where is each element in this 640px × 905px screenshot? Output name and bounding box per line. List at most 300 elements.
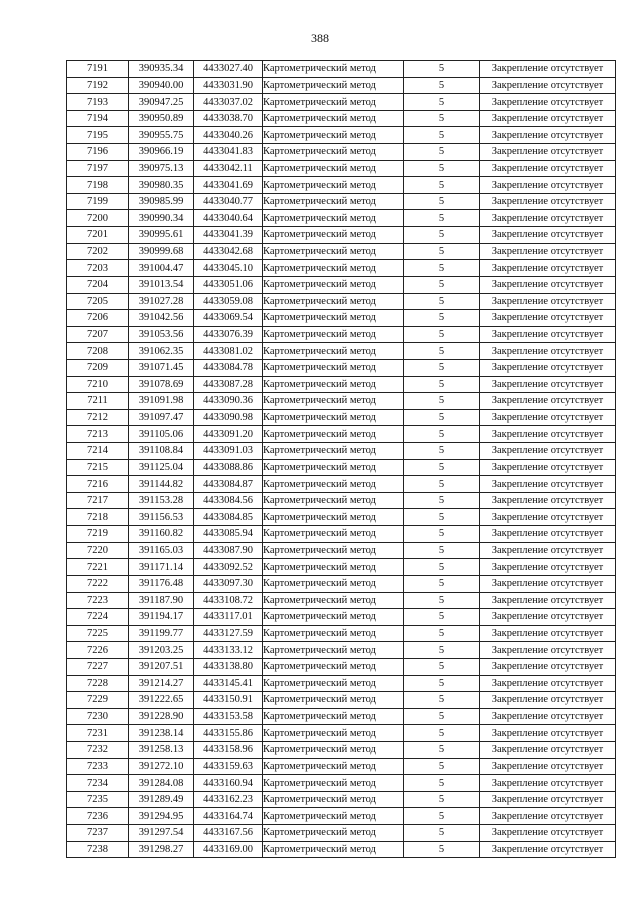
- x-coordinate-cell: 390999.68: [129, 243, 194, 260]
- method-cell: Картометрический метод: [263, 758, 404, 775]
- table-row: [67, 426, 616, 443]
- y-coordinate-cell: 4433081.02: [194, 343, 263, 360]
- fixation-cell: Закрепление отсутствует: [480, 526, 616, 543]
- x-coordinate-cell: 391272.10: [129, 758, 194, 775]
- x-coordinate-cell: 391187.90: [129, 592, 194, 609]
- point-number-cell: 7215: [67, 459, 129, 476]
- y-coordinate-cell: 4433169.00: [194, 841, 263, 858]
- fixation-cell: Закрепление отсутствует: [480, 542, 616, 559]
- point-number-cell: 7238: [67, 841, 129, 858]
- table-row: [67, 775, 616, 792]
- point-number-cell: 7235: [67, 791, 129, 808]
- point-number-cell: 7196: [67, 144, 129, 161]
- method-cell: Картометрический метод: [263, 841, 404, 858]
- table-row: [67, 326, 616, 343]
- x-coordinate-cell: 391097.47: [129, 409, 194, 426]
- fixation-cell: Закрепление отсутствует: [480, 443, 616, 460]
- method-cell: Картометрический метод: [263, 326, 404, 343]
- method-cell: Картометрический метод: [263, 559, 404, 576]
- x-coordinate-cell: 391062.35: [129, 343, 194, 360]
- x-coordinate-cell: 391228.90: [129, 708, 194, 725]
- method-cell: Картометрический метод: [263, 476, 404, 493]
- fixation-cell: Закрепление отсутствует: [480, 260, 616, 277]
- fixation-cell: Закрепление отсутствует: [480, 775, 616, 792]
- accuracy-cell: 5: [404, 144, 480, 161]
- fixation-cell: Закрепление отсутствует: [480, 509, 616, 526]
- accuracy-cell: 5: [404, 775, 480, 792]
- point-number-cell: 7209: [67, 359, 129, 376]
- x-coordinate-cell: 391294.95: [129, 808, 194, 825]
- point-number-cell: 7200: [67, 210, 129, 227]
- y-coordinate-cell: 4433158.96: [194, 741, 263, 758]
- accuracy-cell: 5: [404, 61, 480, 78]
- table-row: [67, 575, 616, 592]
- y-coordinate-cell: 4433042.11: [194, 160, 263, 177]
- y-coordinate-cell: 4433087.28: [194, 376, 263, 393]
- table-row: [67, 542, 616, 559]
- accuracy-cell: 5: [404, 825, 480, 842]
- table-row: [67, 409, 616, 426]
- point-number-cell: 7213: [67, 426, 129, 443]
- point-number-cell: 7192: [67, 77, 129, 94]
- fixation-cell: Закрепление отсутствует: [480, 609, 616, 626]
- x-coordinate-cell: 391013.54: [129, 276, 194, 293]
- table-row: [67, 459, 616, 476]
- y-coordinate-cell: 4433084.85: [194, 509, 263, 526]
- fixation-cell: Закрепление отсутствует: [480, 692, 616, 709]
- method-cell: Картометрический метод: [263, 492, 404, 509]
- x-coordinate-cell: 391258.13: [129, 741, 194, 758]
- method-cell: Картометрический метод: [263, 94, 404, 111]
- table-row: [67, 227, 616, 244]
- point-number-cell: 7223: [67, 592, 129, 609]
- x-coordinate-cell: 391203.25: [129, 642, 194, 659]
- fixation-cell: Закрепление отсутствует: [480, 343, 616, 360]
- x-coordinate-cell: 390995.61: [129, 227, 194, 244]
- y-coordinate-cell: 4433040.26: [194, 127, 263, 144]
- point-number-cell: 7191: [67, 61, 129, 78]
- method-cell: Картометрический метод: [263, 293, 404, 310]
- y-coordinate-cell: 4433088.86: [194, 459, 263, 476]
- point-number-cell: 7220: [67, 542, 129, 559]
- method-cell: Картометрический метод: [263, 609, 404, 626]
- table-row: [67, 94, 616, 111]
- y-coordinate-cell: 4433041.39: [194, 227, 263, 244]
- table-row: [67, 625, 616, 642]
- x-coordinate-cell: 391165.03: [129, 542, 194, 559]
- table-row: [67, 359, 616, 376]
- y-coordinate-cell: 4433051.06: [194, 276, 263, 293]
- table-row: [67, 559, 616, 576]
- y-coordinate-cell: 4433092.52: [194, 559, 263, 576]
- accuracy-cell: 5: [404, 526, 480, 543]
- y-coordinate-cell: 4433041.83: [194, 144, 263, 161]
- accuracy-cell: 5: [404, 276, 480, 293]
- method-cell: Картометрический метод: [263, 177, 404, 194]
- table-row: [67, 210, 616, 227]
- accuracy-cell: 5: [404, 426, 480, 443]
- x-coordinate-cell: 390966.19: [129, 144, 194, 161]
- accuracy-cell: 5: [404, 509, 480, 526]
- x-coordinate-cell: 390985.99: [129, 193, 194, 210]
- fixation-cell: Закрепление отсутствует: [480, 825, 616, 842]
- fixation-cell: Закрепление отсутствует: [480, 193, 616, 210]
- y-coordinate-cell: 4433155.86: [194, 725, 263, 742]
- point-number-cell: 7211: [67, 393, 129, 410]
- accuracy-cell: 5: [404, 476, 480, 493]
- method-cell: Картометрический метод: [263, 692, 404, 709]
- y-coordinate-cell: 4433091.20: [194, 426, 263, 443]
- table-row: [67, 708, 616, 725]
- fixation-cell: Закрепление отсутствует: [480, 725, 616, 742]
- accuracy-cell: 5: [404, 243, 480, 260]
- y-coordinate-cell: 4433150.91: [194, 692, 263, 709]
- fixation-cell: Закрепление отсутствует: [480, 492, 616, 509]
- accuracy-cell: 5: [404, 177, 480, 194]
- point-number-cell: 7206: [67, 310, 129, 327]
- fixation-cell: Закрепление отсутствует: [480, 559, 616, 576]
- accuracy-cell: 5: [404, 708, 480, 725]
- method-cell: Картометрический метод: [263, 575, 404, 592]
- accuracy-cell: 5: [404, 127, 480, 144]
- table-row: [67, 393, 616, 410]
- point-number-cell: 7193: [67, 94, 129, 111]
- x-coordinate-cell: 391125.04: [129, 459, 194, 476]
- x-coordinate-cell: 391289.49: [129, 791, 194, 808]
- x-coordinate-cell: 391297.54: [129, 825, 194, 842]
- method-cell: Картометрический метод: [263, 227, 404, 244]
- fixation-cell: Закрепление отсутствует: [480, 476, 616, 493]
- method-cell: Картометрический метод: [263, 526, 404, 543]
- method-cell: Картометрический метод: [263, 642, 404, 659]
- y-coordinate-cell: 4433042.68: [194, 243, 263, 260]
- x-coordinate-cell: 391171.14: [129, 559, 194, 576]
- table-row: [67, 725, 616, 742]
- table-row: [67, 592, 616, 609]
- y-coordinate-cell: 4433038.70: [194, 110, 263, 127]
- y-coordinate-cell: 4433090.98: [194, 409, 263, 426]
- y-coordinate-cell: 4433145.41: [194, 675, 263, 692]
- method-cell: Картометрический метод: [263, 110, 404, 127]
- y-coordinate-cell: 4433084.78: [194, 359, 263, 376]
- method-cell: Картометрический метод: [263, 343, 404, 360]
- table-row: [67, 310, 616, 327]
- point-number-cell: 7226: [67, 642, 129, 659]
- accuracy-cell: 5: [404, 409, 480, 426]
- x-coordinate-cell: 390940.00: [129, 77, 194, 94]
- method-cell: Картометрический метод: [263, 825, 404, 842]
- accuracy-cell: 5: [404, 393, 480, 410]
- fixation-cell: Закрепление отсутствует: [480, 127, 616, 144]
- point-number-cell: 7236: [67, 808, 129, 825]
- fixation-cell: Закрепление отсутствует: [480, 177, 616, 194]
- fixation-cell: Закрепление отсутствует: [480, 426, 616, 443]
- table-row: [67, 193, 616, 210]
- table-row: [67, 658, 616, 675]
- table-row: [67, 127, 616, 144]
- y-coordinate-cell: 4433037.02: [194, 94, 263, 111]
- fixation-cell: Закрепление отсутствует: [480, 625, 616, 642]
- accuracy-cell: 5: [404, 459, 480, 476]
- method-cell: Картометрический метод: [263, 359, 404, 376]
- method-cell: Картометрический метод: [263, 127, 404, 144]
- accuracy-cell: 5: [404, 841, 480, 858]
- table-row: [67, 293, 616, 310]
- method-cell: Картометрический метод: [263, 708, 404, 725]
- point-number-cell: 7232: [67, 741, 129, 758]
- x-coordinate-cell: 391238.14: [129, 725, 194, 742]
- table-row: [67, 110, 616, 127]
- accuracy-cell: 5: [404, 94, 480, 111]
- y-coordinate-cell: 4433084.87: [194, 476, 263, 493]
- accuracy-cell: 5: [404, 443, 480, 460]
- y-coordinate-cell: 4433133.12: [194, 642, 263, 659]
- x-coordinate-cell: 390980.35: [129, 177, 194, 194]
- point-number-cell: 7194: [67, 110, 129, 127]
- method-cell: Картометрический метод: [263, 160, 404, 177]
- x-coordinate-cell: 391027.28: [129, 293, 194, 310]
- y-coordinate-cell: 4433159.63: [194, 758, 263, 775]
- table-row: [67, 160, 616, 177]
- fixation-cell: Закрепление отсутствует: [480, 575, 616, 592]
- point-number-cell: 7237: [67, 825, 129, 842]
- fixation-cell: Закрепление отсутствует: [480, 293, 616, 310]
- fixation-cell: Закрепление отсутствует: [480, 243, 616, 260]
- fixation-cell: Закрепление отсутствует: [480, 758, 616, 775]
- point-number-cell: 7214: [67, 443, 129, 460]
- accuracy-cell: 5: [404, 542, 480, 559]
- table-row: [67, 260, 616, 277]
- x-coordinate-cell: 391156.53: [129, 509, 194, 526]
- y-coordinate-cell: 4433138.80: [194, 658, 263, 675]
- y-coordinate-cell: 4433069.54: [194, 310, 263, 327]
- point-number-cell: 7229: [67, 692, 129, 709]
- fixation-cell: Закрепление отсутствует: [480, 393, 616, 410]
- x-coordinate-cell: 390935.34: [129, 61, 194, 78]
- accuracy-cell: 5: [404, 160, 480, 177]
- table-row: [67, 476, 616, 493]
- method-cell: Картометрический метод: [263, 210, 404, 227]
- table-row: [67, 692, 616, 709]
- x-coordinate-cell: 390950.89: [129, 110, 194, 127]
- method-cell: Картометрический метод: [263, 775, 404, 792]
- method-cell: Картометрический метод: [263, 658, 404, 675]
- accuracy-cell: 5: [404, 376, 480, 393]
- table-row: [67, 343, 616, 360]
- fixation-cell: Закрепление отсутствует: [480, 160, 616, 177]
- table-row: [67, 243, 616, 260]
- table-row: [67, 791, 616, 808]
- method-cell: Картометрический метод: [263, 260, 404, 277]
- x-coordinate-cell: 391153.28: [129, 492, 194, 509]
- x-coordinate-cell: 391298.27: [129, 841, 194, 858]
- coordinates-table-body: [67, 61, 616, 858]
- table-row: [67, 61, 616, 78]
- accuracy-cell: 5: [404, 791, 480, 808]
- y-coordinate-cell: 4433127.59: [194, 625, 263, 642]
- point-number-cell: 7222: [67, 575, 129, 592]
- x-coordinate-cell: 391194.17: [129, 609, 194, 626]
- point-number-cell: 7210: [67, 376, 129, 393]
- method-cell: Картометрический метод: [263, 376, 404, 393]
- table-row: [67, 841, 616, 858]
- fixation-cell: Закрепление отсутствует: [480, 841, 616, 858]
- point-number-cell: 7228: [67, 675, 129, 692]
- x-coordinate-cell: 391042.56: [129, 310, 194, 327]
- y-coordinate-cell: 4433162.23: [194, 791, 263, 808]
- fixation-cell: Закрепление отсутствует: [480, 808, 616, 825]
- table-row: [67, 526, 616, 543]
- fixation-cell: Закрепление отсутствует: [480, 94, 616, 111]
- point-number-cell: 7195: [67, 127, 129, 144]
- point-number-cell: 7216: [67, 476, 129, 493]
- accuracy-cell: 5: [404, 293, 480, 310]
- x-coordinate-cell: 391199.77: [129, 625, 194, 642]
- method-cell: Картометрический метод: [263, 443, 404, 460]
- accuracy-cell: 5: [404, 675, 480, 692]
- point-number-cell: 7197: [67, 160, 129, 177]
- fixation-cell: Закрепление отсутствует: [480, 77, 616, 94]
- fixation-cell: Закрепление отсутствует: [480, 642, 616, 659]
- table-row: [67, 492, 616, 509]
- accuracy-cell: 5: [404, 326, 480, 343]
- table-row: [67, 675, 616, 692]
- y-coordinate-cell: 4433167.56: [194, 825, 263, 842]
- table-row: [67, 77, 616, 94]
- method-cell: Картометрический метод: [263, 310, 404, 327]
- x-coordinate-cell: 390955.75: [129, 127, 194, 144]
- table-row: [67, 642, 616, 659]
- table-row: [67, 276, 616, 293]
- point-number-cell: 7205: [67, 293, 129, 310]
- point-number-cell: 7201: [67, 227, 129, 244]
- y-coordinate-cell: 4433090.36: [194, 393, 263, 410]
- point-number-cell: 7202: [67, 243, 129, 260]
- coordinates-table: [66, 60, 616, 858]
- x-coordinate-cell: 391053.56: [129, 326, 194, 343]
- y-coordinate-cell: 4433059.08: [194, 293, 263, 310]
- fixation-cell: Закрепление отсутствует: [480, 110, 616, 127]
- point-number-cell: 7203: [67, 260, 129, 277]
- accuracy-cell: 5: [404, 492, 480, 509]
- table-row: [67, 443, 616, 460]
- y-coordinate-cell: 4433040.77: [194, 193, 263, 210]
- table-row: [67, 808, 616, 825]
- table-row: [67, 825, 616, 842]
- point-number-cell: 7234: [67, 775, 129, 792]
- x-coordinate-cell: 390975.13: [129, 160, 194, 177]
- fixation-cell: Закрепление отсутствует: [480, 791, 616, 808]
- method-cell: Картометрический метод: [263, 243, 404, 260]
- y-coordinate-cell: 4433097.30: [194, 575, 263, 592]
- method-cell: Картометрический метод: [263, 741, 404, 758]
- accuracy-cell: 5: [404, 343, 480, 360]
- fixation-cell: Закрепление отсутствует: [480, 675, 616, 692]
- method-cell: Картометрический метод: [263, 426, 404, 443]
- method-cell: Картометрический метод: [263, 393, 404, 410]
- method-cell: Картометрический метод: [263, 459, 404, 476]
- method-cell: Картометрический метод: [263, 61, 404, 78]
- accuracy-cell: 5: [404, 193, 480, 210]
- y-coordinate-cell: 4433164.74: [194, 808, 263, 825]
- accuracy-cell: 5: [404, 725, 480, 742]
- method-cell: Картометрический метод: [263, 675, 404, 692]
- y-coordinate-cell: 4433076.39: [194, 326, 263, 343]
- method-cell: Картометрический метод: [263, 542, 404, 559]
- y-coordinate-cell: 4433117.01: [194, 609, 263, 626]
- table-row: [67, 741, 616, 758]
- fixation-cell: Закрепление отсутствует: [480, 276, 616, 293]
- y-coordinate-cell: 4433153.58: [194, 708, 263, 725]
- table-row: [67, 177, 616, 194]
- point-number-cell: 7207: [67, 326, 129, 343]
- fixation-cell: Закрепление отсутствует: [480, 326, 616, 343]
- method-cell: Картометрический метод: [263, 725, 404, 742]
- point-number-cell: 7221: [67, 559, 129, 576]
- accuracy-cell: 5: [404, 658, 480, 675]
- point-number-cell: 7233: [67, 758, 129, 775]
- y-coordinate-cell: 4433040.64: [194, 210, 263, 227]
- x-coordinate-cell: 391108.84: [129, 443, 194, 460]
- fixation-cell: Закрепление отсутствует: [480, 741, 616, 758]
- method-cell: Картометрический метод: [263, 791, 404, 808]
- method-cell: Картометрический метод: [263, 276, 404, 293]
- accuracy-cell: 5: [404, 260, 480, 277]
- point-number-cell: 7208: [67, 343, 129, 360]
- x-coordinate-cell: 391105.06: [129, 426, 194, 443]
- x-coordinate-cell: 391071.45: [129, 359, 194, 376]
- accuracy-cell: 5: [404, 110, 480, 127]
- point-number-cell: 7227: [67, 658, 129, 675]
- method-cell: Картометрический метод: [263, 409, 404, 426]
- x-coordinate-cell: 391078.69: [129, 376, 194, 393]
- y-coordinate-cell: 4433108.72: [194, 592, 263, 609]
- fixation-cell: Закрепление отсутствует: [480, 459, 616, 476]
- accuracy-cell: 5: [404, 692, 480, 709]
- point-number-cell: 7218: [67, 509, 129, 526]
- fixation-cell: Закрепление отсутствует: [480, 359, 616, 376]
- y-coordinate-cell: 4433085.94: [194, 526, 263, 543]
- y-coordinate-cell: 4433027.40: [194, 61, 263, 78]
- accuracy-cell: 5: [404, 227, 480, 244]
- x-coordinate-cell: 391091.98: [129, 393, 194, 410]
- table-row: [67, 509, 616, 526]
- method-cell: Картометрический метод: [263, 193, 404, 210]
- x-coordinate-cell: 391214.27: [129, 675, 194, 692]
- accuracy-cell: 5: [404, 210, 480, 227]
- x-coordinate-cell: 391004.47: [129, 260, 194, 277]
- table-row: [67, 376, 616, 393]
- fixation-cell: Закрепление отсутствует: [480, 227, 616, 244]
- point-number-cell: 7199: [67, 193, 129, 210]
- accuracy-cell: 5: [404, 609, 480, 626]
- point-number-cell: 7217: [67, 492, 129, 509]
- y-coordinate-cell: 4433160.94: [194, 775, 263, 792]
- accuracy-cell: 5: [404, 758, 480, 775]
- accuracy-cell: 5: [404, 559, 480, 576]
- fixation-cell: Закрепление отсутствует: [480, 592, 616, 609]
- point-number-cell: 7225: [67, 625, 129, 642]
- accuracy-cell: 5: [404, 77, 480, 94]
- fixation-cell: Закрепление отсутствует: [480, 708, 616, 725]
- y-coordinate-cell: 4433091.03: [194, 443, 263, 460]
- accuracy-cell: 5: [404, 575, 480, 592]
- x-coordinate-cell: 391160.82: [129, 526, 194, 543]
- accuracy-cell: 5: [404, 310, 480, 327]
- y-coordinate-cell: 4433041.69: [194, 177, 263, 194]
- y-coordinate-cell: 4433031.90: [194, 77, 263, 94]
- y-coordinate-cell: 4433084.56: [194, 492, 263, 509]
